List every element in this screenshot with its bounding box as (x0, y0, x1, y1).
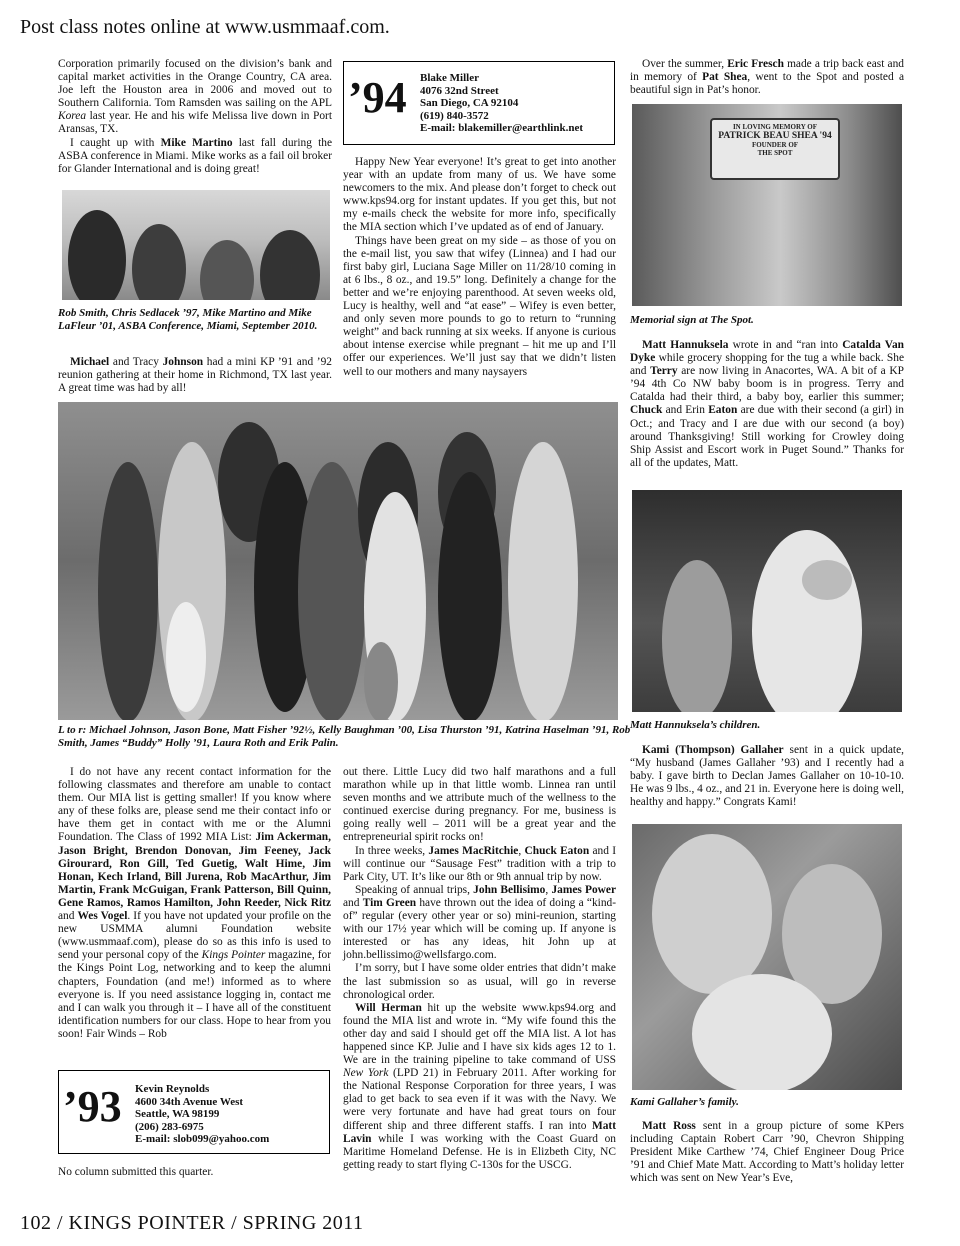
class-94-contact-box (343, 61, 615, 145)
class-year-93: ’93 (63, 1082, 122, 1131)
col3-hannuksela-text: Matt Hannuksela wrote in and “ran into Catalda Van Dyke while grocery shopping for the tug a while back. She and Terry are now living in Anacortes, WA. A bit of a KP ’94 4th Co NW baby boom is in progress. Terry and Catalda had their third, a baby boy, earlier this summer; Chuck and Erin Eaton are due with their second (a girl) in Oct.; and Tracy and I are due with our second (a boy) around Thanksgiving! Still working for Crowley doing Ship Assist and Escort work in Puget Sound.” Thanks for all of the updates, Matt. (630, 339, 904, 469)
col2-top-text: Happy New Year everyone! It’s great to get into another year with an update from many of us. We have some newcomers to the mix. And please don’t forget to check out www.kps94.org for instant updates. If you get this, but not my e-mails check the website for more info, specifically the MIA section which I’ve updated as of end of January. Things have been great on my side – as those of you on the e-mail list, you saw that wifey (Linnea) and I had our first baby girl, Luciana Sage Miller on 11/28/10 coming in at 6 lbs., 8 oz., and 19.5” long. Definitely a change for the better and we’re enjoying parenthood. At seven weeks old, Lucy is healthy, well and “at ease” – Wifey is even better, and only seven more pounds to go to return to “running weight” and back running at six weeks. If anyone is curious about intense exercise while pregnant – hit me up and I’ll offer our experiences. We’ll just say that we didn’t listen well to our mothers and many naysayers (343, 156, 616, 378)
photo-caption-memorial: Memorial sign at The Spot. (630, 314, 754, 326)
page-header: Post class notes online at www.usmmaaf.com. (20, 16, 390, 38)
class-93-address: Kevin Reynolds 4600 34th Avenue West Seattle, WA 98199 (206) 283-6975 E-mail: slob099@yahoo.com (135, 1083, 270, 1146)
page-footer: 102 / KINGS POINTER / SPRING 2011 (20, 1212, 364, 1234)
photo-caption-family: Kami Gallaher’s family. (630, 1096, 739, 1108)
photo-caption-reunion: L to r: Michael Johnson, Jason Bone, Matt Fisher ’92½, Kelly Baughman ’00, Lisa Thurston ’91, Katrina Haselman ’91, Rob Smith, James “Buddy” Holly ’91, Laura Roth and Erik Palin. (58, 724, 631, 749)
memorial-sign: IN LOVING MEMORY OF PATRICK BEAU SHEA '94 FOUNDER OF THE SPOT (710, 118, 840, 180)
class-93-contact-box (58, 1070, 330, 1154)
col2-bottom-text: out there. Little Lucy did two half marathons and a full marathon while up in that little womb. Linnea ran until seven months and we attribute much of the wellness to the continued exercise during pregnancy. For me, business is going really well – 2011 will be a great year and the entrepreneurial spirit rocks on! In three weeks, James MacRitchie, Chuck Eaton and I will continue our “Sausage Fest” tradition with a trip to Park City, UT. It’s like our 8th or 9th annual trip by now. Speaking of annual trips, John Bellisimo, James Power and Tim Green have thrown out the idea of doing a “kind-of” regular (every other year or so) mini-reunion, starting with our 17½ year which will be coming up. If anyone is interested or has any ideas, hit John up at john.bellissimo@wellsfargo.com. I’m sorry, but I have some older entries that didn’t make the last submission so as usual, will go in reverse chronological order. Will Herman hit up the website www.kps94.org and found the MIA list and wrote in. “My wife found this the other day and said I should get off the MIA list. A lot has happened since KP. Julie and I have six kids ages 12 to 1. We are in the training pipeline to take command of USS New York (LPD 21) in February 2011. After working for the National Response Corporation for three years, I was glad to get back to sea even if it was with the Navy. We were very fortunate and have had great tours on four different ship and three different staffs. I ran into Matt Lavin while I was working with the Coast Guard on Maritime Homeland Defense. He is in Elizbeth City, NC getting ready to start flying C-130s for the USCG. (343, 766, 617, 1171)
class-94-address: Blake Miller 4076 32nd Street San Diego, CA 92104 (619) 840-3572 E-mail: blakemiller@earthlink.net (420, 72, 583, 135)
col3-fresch-text: Over the summer, Eric Fresch made a trip back east and in memory of Pat Shea, went to the Spot and posted a beautiful sign in Pat’s honor. (630, 58, 904, 97)
col3-gallaher-text: Kami (Thompson) Gallaher sent in a quick update, “My husband (James Gallaher ’93) and I recently had a baby. I gave birth to Declan James Gallaher on 10-10-10. He was 9 lbs., 4 oz., and 21 in. Everyone here is doing well, healthy and happy.” Congrats Kami! (630, 744, 904, 809)
asba-conference-photo (62, 190, 330, 300)
col3-ross-text: Matt Ross sent in a group picture of some KPers including Captain Robert Carr ’90, Chevron Shipping President Mike Carthew ’74, Chief Engineer Doug Price ’91 and Chief Mate Matt. According to Matt’s holiday letter which was sent on New Year’s Eve, (630, 1120, 904, 1185)
no-column-note: No column submitted this quarter. (58, 1166, 214, 1178)
col1-top-text: Corporation primarily focused on the division’s bank and capital market activities in the Orange Country, CA area. Joe left the Houston area in 2006 and moved out to Southern California. Tom Ramsden was sailing on the APL Korea last year. He and his wife Melissa live down in Port Aransas, TX. I caught up with Mike Martino last fall during the ASBA conference in Miami. Mike works as a fail oil broker for Glander International and is doing great! (58, 58, 333, 175)
santa-children-photo (632, 490, 902, 712)
reunion-group-photo (58, 402, 618, 720)
photo-caption-children: Matt Hannuksela’s children. (630, 719, 761, 731)
photo-caption-asba: Rob Smith, Chris Sedlacek ’97, Mike Martino and Mike LaFleur ’01, ASBA Conference, Miami, September 2010. (58, 307, 318, 332)
gallaher-family-photo (632, 824, 902, 1090)
class-year-94: ’94 (348, 73, 407, 122)
memorial-sign-photo (632, 104, 902, 306)
col1-johnson-text: Michael and Tracy Johnson had a mini KP ’91 and ’92 reunion gathering at their home in Richmond, TX last year. A great time was had by all! (58, 356, 332, 395)
col1-mia-text: I do not have any recent contact information for the following classmates and therefore am unable to contact them. Our MIA list is getting smaller! If you know where any of these folks are, please send me their contact info or have them get in contact with me or the Alumni Foundation. The Class of 1992 MIA List: Jim Ackerman, Jason Bright, Brendon Donovan, Jim Feeney, Jack Girourard, Ron Gill, Ted Guetig, Walt Hime, Jim Honan, Kech Irland, Bill Jurena, Rob MacArthur, Jim Martin, Frank McGuigan, Frank Patterson, Bill Quinn, Gene Ramos, Ramos Hamilton, John Reeder, Nick Ritz and Wes Vogel. If you have not updated your profile on the new USMMA alumni Foundation website (www.usmmaaf.com), please do so as this info is used to send your personal copy of the Kings Pointer magazine, for the Kings Point Log, networking and to keep the alumni chapters, Foundation (and me!) informed as to where everyone is. If you need assistance logging in, contact me and I can walk you through it – I have all of the constituent identification numbers for our class. Hope to hear from you soon! Fair Winds – Rob (58, 766, 332, 1040)
